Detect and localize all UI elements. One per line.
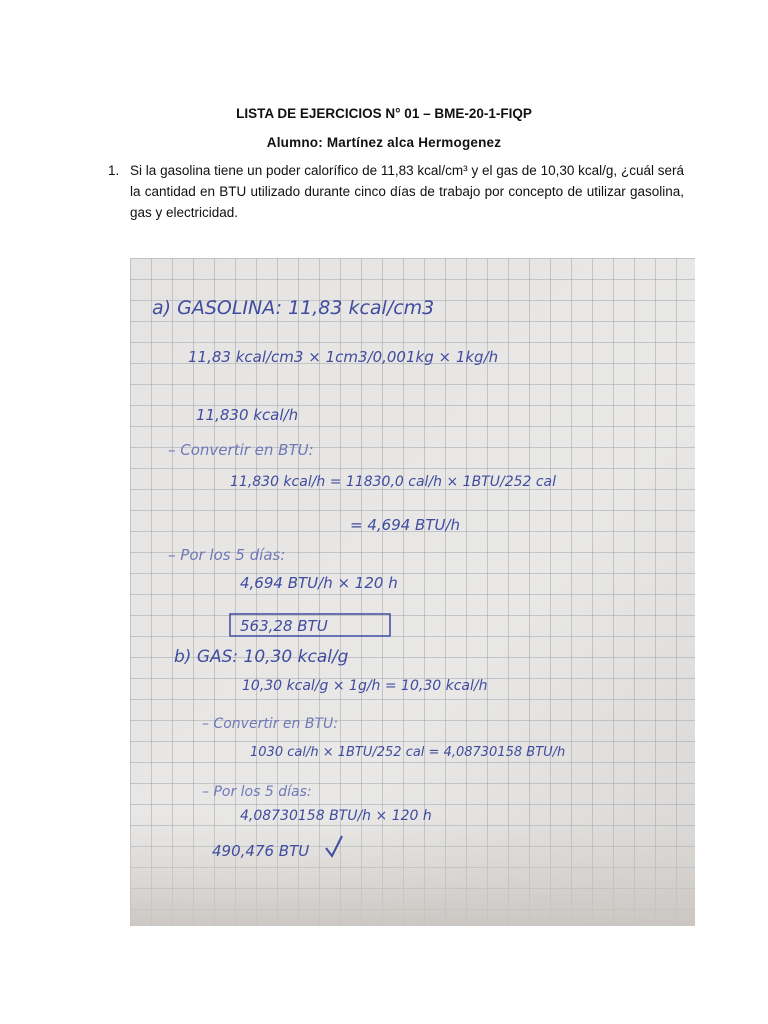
hw-line-convert-btu-2: – Convertir en BTU: — [202, 716, 338, 732]
hw-line-btu-result-1: = 4,694 BTU/h — [350, 516, 461, 534]
hw-line-gasolina-title: a) GASOLINA: 11,83 kcal/cm3 — [152, 297, 435, 319]
question-text: Si la gasolina tiene un poder calorífico de 11,83 kcal/cm³ y el gas de 10,30 kcal/g, ¿cuál será la cantidad en BTU utilizado durante cinco días de trabajo por concepto de utilizar gasolina, gas y electricidad. — [130, 163, 684, 220]
handwritten-solution-photo — [130, 258, 695, 926]
question-number: 1. — [108, 163, 120, 178]
hw-line-convert-btu-1: – Convertir en BTU: — [168, 441, 314, 459]
hw-line-five-days-2: – Por los 5 días: — [202, 784, 312, 800]
hw-line-gasolina-result: 11,830 kcal/h — [196, 406, 299, 424]
hw-line-answer-2: 490,476 BTU — [212, 842, 310, 860]
hw-line-five-days-1: – Por los 5 días: — [168, 546, 286, 564]
hw-line-answer-1: 563,28 BTU — [240, 617, 328, 635]
hw-line-btu-conversion-2: 1030 cal/h × 1BTU/252 cal = 4,08730158 BTU/h — [250, 745, 566, 760]
hw-line-five-days-calc-2: 4,08730158 BTU/h × 120 h — [240, 808, 432, 824]
document-title: LISTA DE EJERCICIOS N° 01 – BME-20-1-FIQP — [236, 106, 532, 121]
question-1 — [108, 160, 684, 223]
student-name: Alumno: Martínez alca Hermogenez — [266, 135, 502, 150]
hw-line-gas-title: b) GAS: 10,30 kcal/g — [174, 647, 349, 667]
hw-line-five-days-calc-1: 4,694 BTU/h × 120 h — [240, 574, 398, 592]
hw-line-gas-conversion: 10,30 kcal/g × 1g/h = 10,30 kcal/h — [242, 678, 488, 694]
photo-bottom-shadow — [130, 818, 695, 926]
hw-line-gasolina-conversion: 11,83 kcal/cm3 × 1cm3/0,001kg × 1kg/h — [188, 348, 499, 366]
hw-line-btu-conversion-1: 11,830 kcal/h = 11830,0 cal/h × 1BTU/252 cal — [230, 474, 557, 490]
